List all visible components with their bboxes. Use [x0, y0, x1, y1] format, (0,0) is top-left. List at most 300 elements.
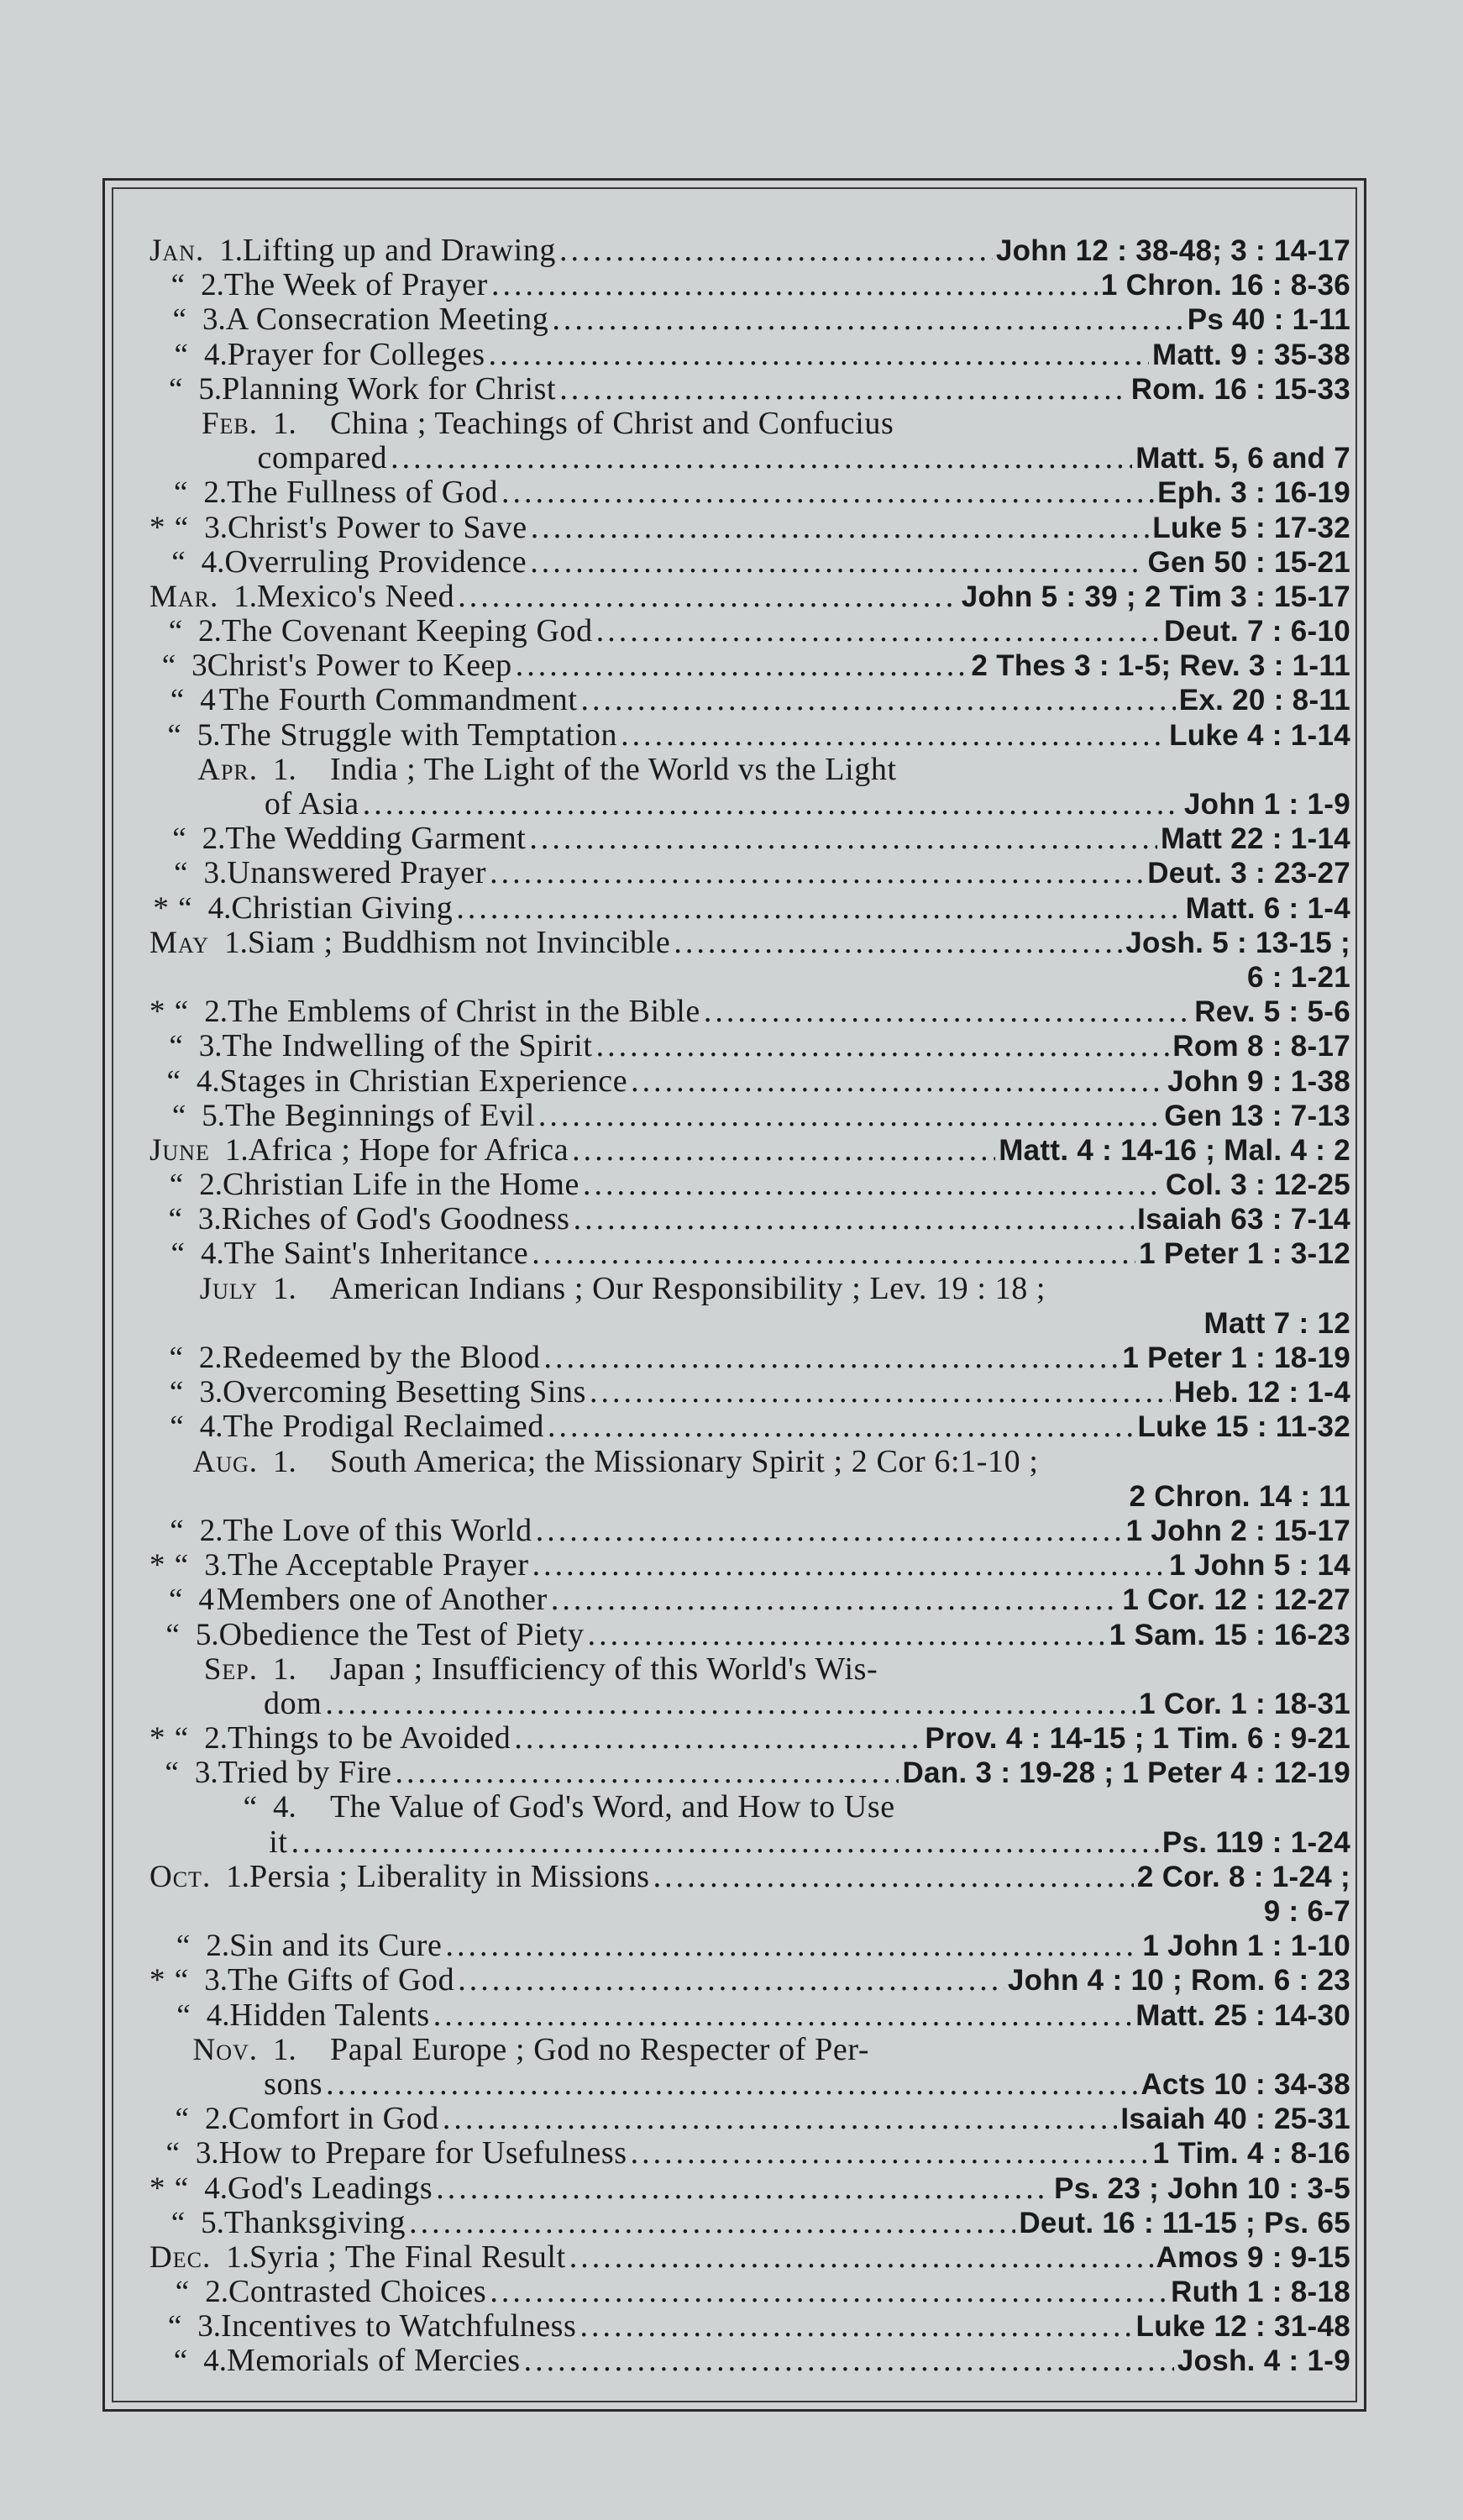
week-number: 2.	[198, 1341, 223, 1375]
month-label: “	[176, 1998, 191, 2033]
month-label: “	[171, 544, 186, 580]
month-label: “	[172, 822, 187, 857]
topic-row	[149, 1548, 1350, 1583]
month-label: “	[171, 1098, 187, 1133]
topic-title: American Indians ; Our Responsibility ; Lev. 19 : 18 ;	[330, 1270, 1046, 1306]
leader-dots	[514, 1721, 921, 1756]
leader-dots	[572, 1133, 995, 1168]
topic-row	[149, 1652, 1350, 1687]
topic-title: The Emblems of Christ in the Bible	[227, 994, 700, 1030]
topic-title: Siam ; Buddhism not Invincible	[247, 924, 671, 960]
topic-row	[149, 268, 1350, 302]
leader-dots	[531, 511, 1150, 545]
topic-row-continuation	[149, 1479, 1350, 1514]
week-number: 1.	[273, 1651, 296, 1687]
scripture-reference: 1 John 5 : 14	[1169, 1549, 1350, 1583]
topic-row	[149, 2136, 1350, 2171]
month-label: “	[170, 268, 186, 303]
leader-dots	[532, 1548, 1166, 1583]
week-number: 3.	[204, 1548, 228, 1583]
topic-row	[149, 1236, 1350, 1271]
topic-title: Contrasted Choices	[228, 2274, 487, 2310]
topic-row	[149, 891, 1350, 926]
topic-title: A Consecration Meeting	[225, 302, 549, 338]
month-label: * “	[153, 890, 193, 926]
scripture-reference: John 5 : 39 ; 2 Tim 3 : 15-17	[961, 580, 1350, 613]
topic-row	[149, 545, 1350, 580]
month-label: June	[149, 1132, 210, 1168]
week-number: 3.	[203, 856, 228, 891]
scripture-reference: 1 John 1 : 1-10	[1142, 1929, 1350, 1963]
month-label: “	[168, 1202, 183, 1237]
topic-title: The Indwelling of the Spirit	[222, 1028, 593, 1064]
scripture-reference: Luke 15 : 11-32	[1137, 1410, 1350, 1444]
topic-row-continuation	[149, 1894, 1350, 1929]
topic-row	[149, 1099, 1350, 1133]
scripture-reference: Matt 7 : 12	[1203, 1306, 1350, 1340]
topic-title: Things to be Avoided	[227, 1720, 511, 1756]
topic-title: The Struggle with Temptation	[220, 717, 618, 753]
scripture-reference: Ex. 20 : 8-11	[1178, 684, 1350, 717]
topic-row	[149, 1929, 1350, 1963]
week-number: 5.	[195, 1617, 219, 1652]
month-label: Jan.	[149, 234, 205, 268]
leader-dots	[436, 2171, 1051, 2206]
leader-dots	[489, 338, 1149, 372]
leader-dots	[458, 580, 958, 614]
week-number: 4.	[207, 890, 232, 926]
leader-dots	[409, 2206, 1015, 2240]
topic-title: Planning Work for Christ	[222, 370, 557, 407]
month-label: “	[167, 2309, 183, 2344]
scripture-reference: Isaiah 40 : 25-31	[1120, 2103, 1350, 2136]
topic-title: compared	[257, 440, 388, 476]
topic-title: The Beginnings of Evil	[225, 1097, 535, 1133]
topic-row	[149, 2344, 1350, 2378]
topic-title: Japan ; Insufficiency of this World's Wis-	[330, 1651, 878, 1687]
scripture-reference: Isaiah 63 : 7-14	[1137, 1203, 1350, 1236]
scripture-reference: Matt. 25 : 14-30	[1135, 1998, 1350, 2032]
week-number: 5.	[201, 2205, 224, 2240]
week-number: 4.	[206, 1998, 230, 2033]
scripture-reference: Rev. 5 : 5-6	[1194, 995, 1350, 1029]
scripture-reference: John 12 : 38-48; 3 : 14-17	[995, 234, 1350, 267]
week-number: 2.	[201, 268, 224, 303]
scripture-reference: Rom. 16 : 15-33	[1130, 372, 1350, 406]
week-number: 2.	[199, 1168, 223, 1203]
scripture-reference: Prov. 4 : 14-15 ; 1 Tim. 6 : 9-21	[925, 1722, 1350, 1756]
week-number: 3.	[197, 1202, 222, 1237]
topic-row-continuation	[149, 787, 1350, 822]
month-label: “	[168, 1583, 184, 1618]
topic-title: Tried by Fire	[218, 1755, 392, 1791]
scripture-reference: Rom 8 : 8-17	[1172, 1030, 1350, 1063]
scripture-reference: 1 Cor. 1 : 18-31	[1139, 1687, 1351, 1720]
topic-title: The Value of God's Word, and How to Use	[330, 1789, 895, 1825]
leader-dots	[516, 648, 968, 683]
scripture-reference: Gen 50 : 15-21	[1147, 545, 1350, 579]
leader-dots	[574, 1202, 1135, 1236]
week-number: 3.	[197, 2309, 222, 2344]
topic-title: The Gifts of God	[227, 1962, 455, 1998]
scripture-reference: Eph. 3 : 16-19	[1157, 476, 1350, 510]
topic-title: China ; Teachings of Christ and Confucius	[330, 405, 894, 441]
week-number: 3.	[194, 1756, 218, 1791]
topic-title: Riches of God's Goodness	[221, 1201, 570, 1237]
topic-row	[149, 1168, 1350, 1202]
leader-dots	[543, 1341, 1119, 1375]
leader-dots	[588, 1618, 1106, 1652]
week-number: 5.	[197, 717, 221, 753]
topic-title: Persia ; Liberality in Missions	[249, 1858, 650, 1894]
week-number: 4.	[199, 1410, 223, 1445]
leader-dots	[391, 441, 1132, 475]
week-number: 1.	[273, 1444, 296, 1479]
month-label: “	[174, 337, 189, 372]
scripture-reference: Luke 12 : 31-48	[1135, 2310, 1350, 2344]
month-label: Sep.	[203, 1651, 258, 1687]
topic-title: The Wedding Garment	[225, 821, 527, 857]
month-label: “	[170, 1513, 185, 1548]
scripture-reference: Matt. 4 : 14-16 ; Mal. 4 : 2	[999, 1133, 1350, 1167]
week-number: 1.	[226, 2239, 249, 2275]
leader-dots	[529, 822, 1157, 856]
topic-title: Memorials of Mercies	[226, 2343, 521, 2379]
month-label: “	[175, 2102, 190, 2137]
week-number: 4.	[203, 337, 228, 372]
week-number: 1.	[233, 579, 258, 614]
scripture-reference: Luke 5 : 17-32	[1152, 511, 1350, 544]
topic-title: Christ's Power to Keep	[207, 648, 512, 684]
topic-row	[149, 1445, 1350, 1479]
topic-row	[149, 648, 1350, 683]
leader-dots	[559, 234, 993, 268]
leader-dots	[433, 1998, 1133, 2033]
topic-row	[149, 1375, 1350, 1410]
leader-dots	[501, 475, 1154, 510]
scripture-reference: 1 Peter 1 : 18-19	[1122, 1341, 1350, 1374]
leader-dots	[443, 2102, 1117, 2136]
topic-row	[149, 1618, 1350, 1652]
leader-dots	[552, 302, 1183, 337]
week-number: 3.	[204, 510, 228, 545]
leader-dots	[581, 683, 1176, 717]
week-number: 2.	[202, 822, 226, 857]
topic-row	[149, 338, 1350, 372]
topic-row	[149, 407, 1350, 441]
topic-title: Obedience the Test of Piety	[218, 1616, 585, 1652]
topic-title: Syria ; The Final Result	[249, 2239, 566, 2275]
topic-row	[149, 580, 1350, 614]
leader-dots	[524, 2344, 1174, 2378]
month-label: Dec.	[149, 2239, 212, 2275]
leader-dots	[590, 1375, 1171, 1410]
scripture-reference: Matt. 6 : 1-4	[1185, 891, 1350, 925]
leader-dots	[551, 1583, 1119, 1617]
topic-title: Members one of Another	[216, 1582, 548, 1618]
month-label: “	[243, 1790, 258, 1825]
topic-title: Hidden Talents	[229, 1997, 430, 2033]
topic-row	[149, 1410, 1350, 1444]
topic-row	[149, 1756, 1350, 1790]
topic-row	[149, 1998, 1350, 2033]
topic-title: The Fourth Commandment	[218, 682, 578, 718]
month-label: * “	[149, 1548, 190, 1583]
scripture-reference: 1 John 2 : 15-17	[1125, 1514, 1350, 1547]
week-number: 1.	[273, 406, 296, 441]
month-label: * “	[149, 1963, 190, 1998]
week-number: 3.	[199, 1375, 223, 1410]
topic-title: Christian Giving	[231, 890, 454, 926]
topic-row	[149, 302, 1350, 337]
leader-dots	[631, 1064, 1164, 1099]
month-label: “	[174, 856, 189, 891]
month-label: * “	[149, 1721, 190, 1756]
month-label: Aug.	[192, 1444, 258, 1479]
week-number: 2.	[205, 2275, 228, 2310]
week-number: 3.	[195, 2136, 219, 2171]
scripture-reference: Josh. 4 : 1-9	[1177, 2344, 1350, 2378]
scripture-reference: John 4 : 10 ; Rom. 6 : 23	[1007, 1964, 1350, 1998]
topic-row-continuation	[149, 2067, 1350, 2102]
week-number: 1.	[224, 1132, 249, 1168]
topic-title: Redeemed by the Blood	[222, 1340, 541, 1375]
month-label: “	[172, 302, 187, 338]
leader-dots	[291, 1825, 1159, 1860]
topic-title: The Covenant Keeping God	[221, 613, 593, 649]
leader-dots	[583, 1168, 1162, 1202]
month-label: July	[199, 1271, 258, 1306]
topic-row	[149, 1202, 1350, 1236]
month-label: “	[166, 1063, 181, 1099]
topic-row	[149, 718, 1350, 753]
week-number: 4.	[203, 2344, 227, 2379]
topic-title: Overcoming Besetting Sins	[223, 1374, 587, 1410]
topic-title: South America; the Missionary Spirit ; 2 Cor 6:1-10 ;	[330, 1443, 1039, 1479]
scripture-reference: 1 Chron. 16 : 8-36	[1100, 269, 1350, 302]
topic-row	[149, 2102, 1350, 2136]
leader-dots	[396, 1756, 899, 1790]
leader-dots	[631, 2136, 1150, 2171]
week-number: 2.	[198, 614, 222, 649]
leader-dots	[446, 1929, 1140, 1963]
month-label: “	[173, 2344, 189, 2379]
week-number: 2.	[204, 2102, 228, 2137]
scripture-reference: 9 : 6-7	[1263, 1895, 1350, 1928]
week-number: 4.	[201, 544, 225, 580]
scripture-reference: Heb. 12 : 1-4	[1173, 1376, 1350, 1410]
topic-row	[149, 2240, 1350, 2275]
month-label: “	[165, 1756, 180, 1791]
week-number: 3.	[198, 1029, 223, 1064]
week-number: 2.	[204, 995, 228, 1030]
month-label: “	[168, 614, 184, 649]
month-label: “	[169, 1341, 184, 1375]
scripture-reference: Matt. 9 : 35-38	[1152, 338, 1350, 371]
month-label: “	[169, 1168, 185, 1203]
month-label: * “	[149, 995, 190, 1030]
leader-dots	[621, 718, 1166, 753]
scripture-reference: Col. 3 : 12-25	[1165, 1168, 1350, 1202]
topic-list	[149, 234, 1350, 2379]
scripture-reference: Amos 9 : 9-15	[1156, 2240, 1350, 2274]
topic-title: God's Leadings	[227, 2170, 433, 2206]
topic-title: Incentives to Watchfulness	[221, 2308, 577, 2344]
topic-title: Christian Life in the Home	[222, 1167, 580, 1203]
month-label: “	[165, 2136, 181, 2171]
month-label: * “	[149, 510, 190, 545]
topic-title: Lifting up and Drawing	[242, 233, 557, 268]
week-number: 2.	[206, 1929, 230, 1964]
leader-dots	[532, 1236, 1135, 1271]
month-label: Mar.	[149, 579, 219, 614]
scripture-reference: Ps. 119 : 1-24	[1161, 1825, 1350, 1859]
topic-title: Christ's Power to Save	[227, 509, 527, 545]
month-label: “	[173, 475, 189, 511]
topic-row	[149, 1133, 1350, 1168]
leader-dots	[559, 372, 1128, 407]
leader-dots	[490, 856, 1144, 890]
topic-title: The Acceptable Prayer	[227, 1547, 529, 1583]
topic-row-continuation	[149, 1825, 1350, 1860]
scripture-reference: 1 Tim. 4 : 8-16	[1152, 2137, 1350, 2171]
leader-dots	[325, 1687, 1135, 1721]
scripture-reference: Acts 10 : 34-38	[1141, 2067, 1350, 2101]
month-label: Apr.	[197, 752, 258, 787]
leader-dots	[674, 926, 1122, 960]
scripture-reference: 2 Thes 3 : 1-5; Rev. 3 : 1-11	[971, 649, 1350, 683]
scripture-reference: Josh. 5 : 13-15 ;	[1125, 926, 1350, 959]
topic-row	[149, 2275, 1350, 2309]
leader-dots	[530, 545, 1144, 580]
scripture-reference: 1 Peter 1 : 3-12	[1139, 1237, 1350, 1271]
topic-row	[149, 822, 1350, 856]
scripture-reference: Luke 4 : 1-14	[1169, 718, 1350, 752]
month-label: “	[175, 2275, 191, 2310]
month-label: * “	[149, 2171, 190, 2206]
leader-dots	[326, 2067, 1137, 2102]
month-label: Nov.	[192, 2032, 258, 2067]
topic-row-continuation	[149, 1306, 1350, 1341]
scripture-reference: Matt. 5, 6 and 7	[1135, 442, 1350, 475]
scripture-reference: Deut. 16 : 11-15 ; Ps. 65	[1019, 2206, 1350, 2239]
week-number: 3.	[202, 302, 226, 338]
topic-row	[149, 234, 1350, 268]
week-number: 2.	[199, 1513, 223, 1548]
month-label: “	[165, 1617, 181, 1652]
scripture-reference: 1 Sam. 15 : 16-23	[1109, 1618, 1350, 1651]
topic-title: The Love of this World	[223, 1512, 532, 1548]
month-label: “	[167, 717, 182, 753]
topic-title: India ; The Light of the World vs the Light	[330, 751, 897, 787]
leader-dots	[653, 1860, 1134, 1894]
week-number: 2.	[204, 1721, 228, 1756]
topic-row	[149, 683, 1350, 717]
topic-row	[149, 2206, 1350, 2240]
scripture-reference: Deut. 7 : 6-10	[1163, 615, 1350, 648]
topic-row	[149, 614, 1350, 648]
topic-row	[149, 856, 1350, 890]
topic-title: The Saint's Inheritance	[223, 1236, 529, 1272]
topic-row	[149, 2309, 1350, 2344]
leader-dots	[704, 995, 1191, 1029]
week-number: 4	[198, 1583, 214, 1618]
week-number: 1.	[273, 1271, 296, 1306]
topic-row	[149, 1721, 1350, 1756]
week-number: 1.	[219, 234, 243, 268]
week-number: 5.	[202, 1098, 226, 1133]
week-number: 4.	[204, 2171, 228, 2206]
scripture-reference: John 9 : 1-38	[1167, 1064, 1350, 1098]
leader-dots	[456, 891, 1182, 926]
month-label: Oct.	[149, 1859, 212, 1894]
scripture-reference: 2 Cor. 8 : 1-24 ;	[1136, 1860, 1350, 1893]
leader-dots	[536, 1514, 1123, 1548]
week-number: 2.	[203, 475, 228, 511]
scripture-reference: John 1 : 1-9	[1183, 788, 1350, 821]
week-number: 3	[191, 648, 207, 684]
scripture-reference: 1 Cor. 12 : 12-27	[1122, 1583, 1350, 1617]
topic-row	[149, 1029, 1350, 1063]
topic-row	[149, 1064, 1350, 1099]
topic-row	[149, 926, 1350, 960]
week-number: 4.	[196, 1063, 220, 1099]
topic-row	[149, 753, 1350, 787]
topic-row	[149, 1341, 1350, 1375]
topic-title: of Asia	[264, 786, 359, 822]
topic-title: The Fullness of God	[227, 475, 498, 511]
month-label: “	[170, 2205, 186, 2240]
week-number: 1.	[273, 752, 296, 787]
scripture-reference: 2 Chron. 14 : 11	[1129, 1479, 1350, 1513]
month-label: “	[169, 1375, 185, 1410]
scripture-reference: Matt 22 : 1-14	[1161, 822, 1350, 856]
topic-row	[149, 2171, 1350, 2206]
week-number: 1.	[226, 1859, 249, 1894]
week-number: 1.	[224, 925, 248, 960]
topic-row	[149, 1583, 1350, 1617]
topic-row	[149, 1790, 1350, 1824]
leader-dots	[458, 1963, 1004, 1998]
topic-title: Prayer for Colleges	[227, 336, 485, 372]
leader-dots	[596, 614, 1161, 648]
topic-row	[149, 1860, 1350, 1894]
topic-title: dom	[264, 1685, 322, 1721]
topic-row-continuation	[149, 1687, 1350, 1721]
topic-title: The Week of Prayer	[223, 267, 488, 303]
topic-title: Sin and its Cure	[229, 1928, 443, 1964]
topic-row	[149, 2033, 1350, 2067]
topic-row-continuation	[149, 441, 1350, 475]
week-number: 4	[200, 683, 216, 718]
topic-row	[149, 511, 1350, 545]
topic-title: Mexico's Need	[257, 578, 455, 614]
leader-dots	[548, 1410, 1134, 1444]
month-label: Feb.	[201, 406, 258, 441]
topic-row	[149, 372, 1350, 407]
leader-dots	[538, 1099, 1161, 1133]
month-label: “	[161, 648, 177, 684]
leader-dots	[491, 268, 1098, 302]
month-label: “	[170, 1410, 185, 1445]
topic-row	[149, 995, 1350, 1029]
topic-title: Thanksgiving	[223, 2204, 406, 2240]
topic-title: How to Prepare for Usefulness	[218, 2135, 627, 2171]
topic-title: Papal Europe ; God no Respecter of Per-	[330, 2031, 870, 2067]
topic-title: Unanswered Prayer	[227, 855, 487, 891]
scripture-reference: Deut. 3 : 23-27	[1147, 857, 1350, 890]
topic-title: it	[269, 1824, 288, 1860]
